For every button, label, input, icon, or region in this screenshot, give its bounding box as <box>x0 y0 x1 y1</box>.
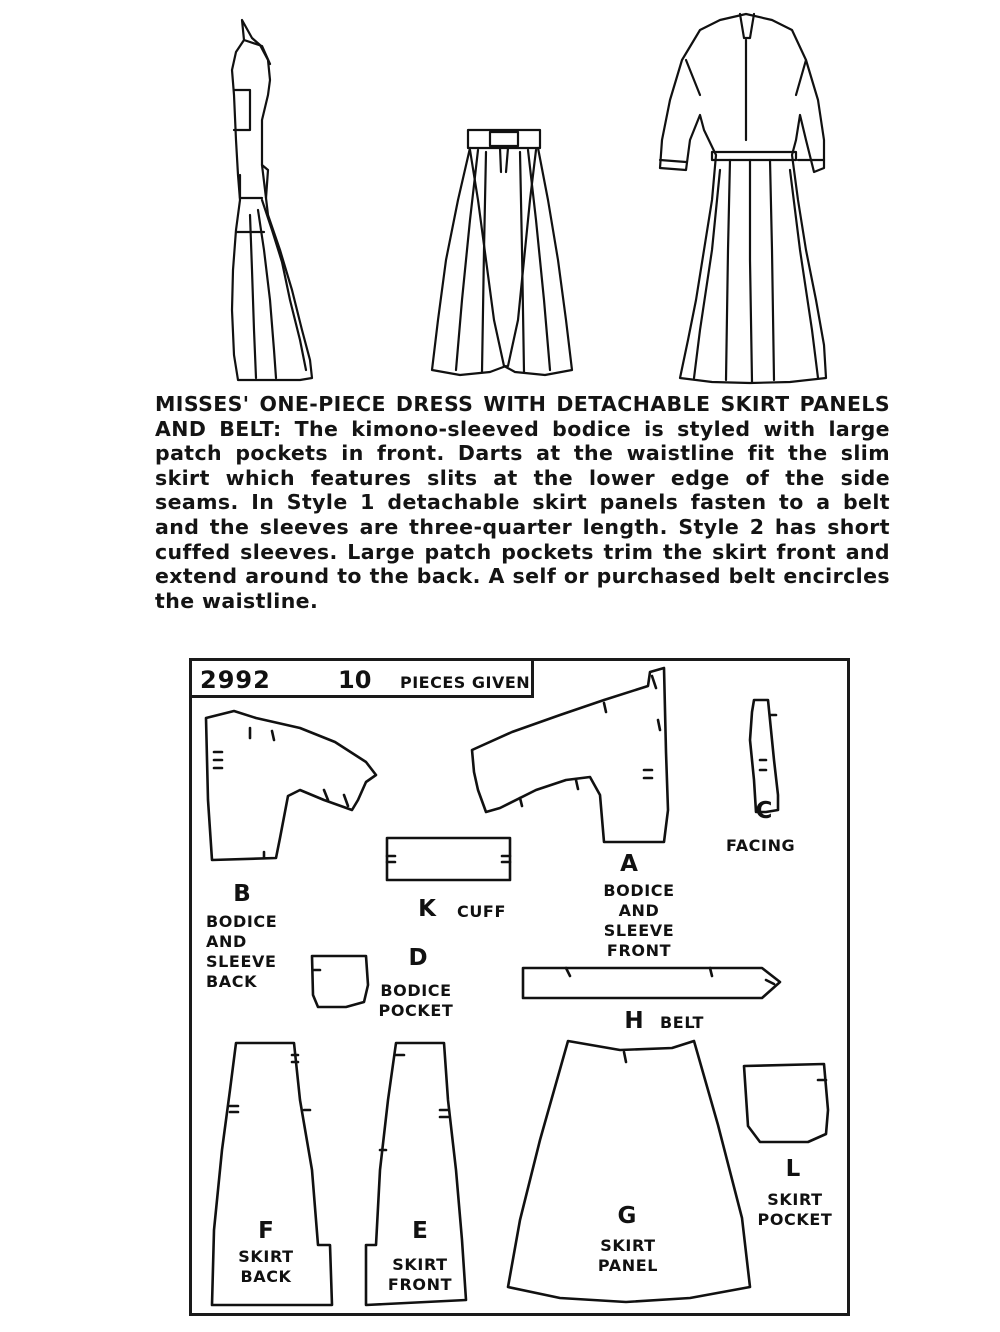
piece-l-shape <box>744 1064 828 1142</box>
piece-b-label: BODICE AND SLEEVE BACK <box>206 912 278 991</box>
piece-k-letter: K <box>418 896 436 922</box>
piece-b-letter: B <box>233 881 251 907</box>
piece-d-label: BODICE POCKET <box>378 981 454 1020</box>
piece-h-shape <box>523 968 780 998</box>
pattern-number: 2992 <box>200 666 271 694</box>
piece-g-letter: G <box>617 1203 637 1229</box>
piece-a-shape <box>472 668 668 842</box>
piece-b-shape <box>206 711 376 860</box>
piece-l-label: SKIRT POCKET <box>757 1190 833 1229</box>
piece-h-label: BELT <box>660 1013 704 1032</box>
piece-c-shape <box>750 700 778 812</box>
piece-e-letter: E <box>412 1218 428 1244</box>
piece-e-label: SKIRT FRONT <box>387 1255 453 1294</box>
piece-c-letter: C <box>755 798 773 824</box>
piece-k-label: CUFF <box>457 902 506 921</box>
pieces-given-label: PIECES GIVEN <box>400 673 531 692</box>
piece-count: 10 <box>338 666 372 694</box>
description-title: MISSES' ONE-PIECE DRESS WITH DETACHABLE SKIRT PANELS AND BELT: <box>155 392 890 441</box>
piece-l-letter: L <box>785 1156 801 1182</box>
piece-d-letter: D <box>408 945 428 971</box>
piece-h-letter: H <box>624 1008 644 1034</box>
piece-a-letter: A <box>620 851 638 877</box>
piece-c-label: FACING <box>726 836 796 855</box>
piece-k-shape <box>387 838 510 880</box>
description-body: The kimono-sleeved bodice is styled with large patch pockets in front. Darts at the waistline fit the slim skirt which features slits at the lower edge of the side seams. In Style 1 detachable skirt panels fasten to a belt and the sleeves are three-quarter length. Style 2 has short cuffed sleeves. Large patch pockets trim the skirt front and extend around to the back. A self or purchased belt encircles the waistline. <box>155 416 890 613</box>
piece-f-letter: F <box>258 1218 274 1244</box>
piece-f-label: SKIRT BACK <box>238 1247 294 1286</box>
piece-g-label: SKIRT PANEL <box>597 1236 659 1275</box>
piece-a-label: BODICE AND SLEEVE FRONT <box>603 881 675 960</box>
piece-d-shape <box>312 956 368 1007</box>
